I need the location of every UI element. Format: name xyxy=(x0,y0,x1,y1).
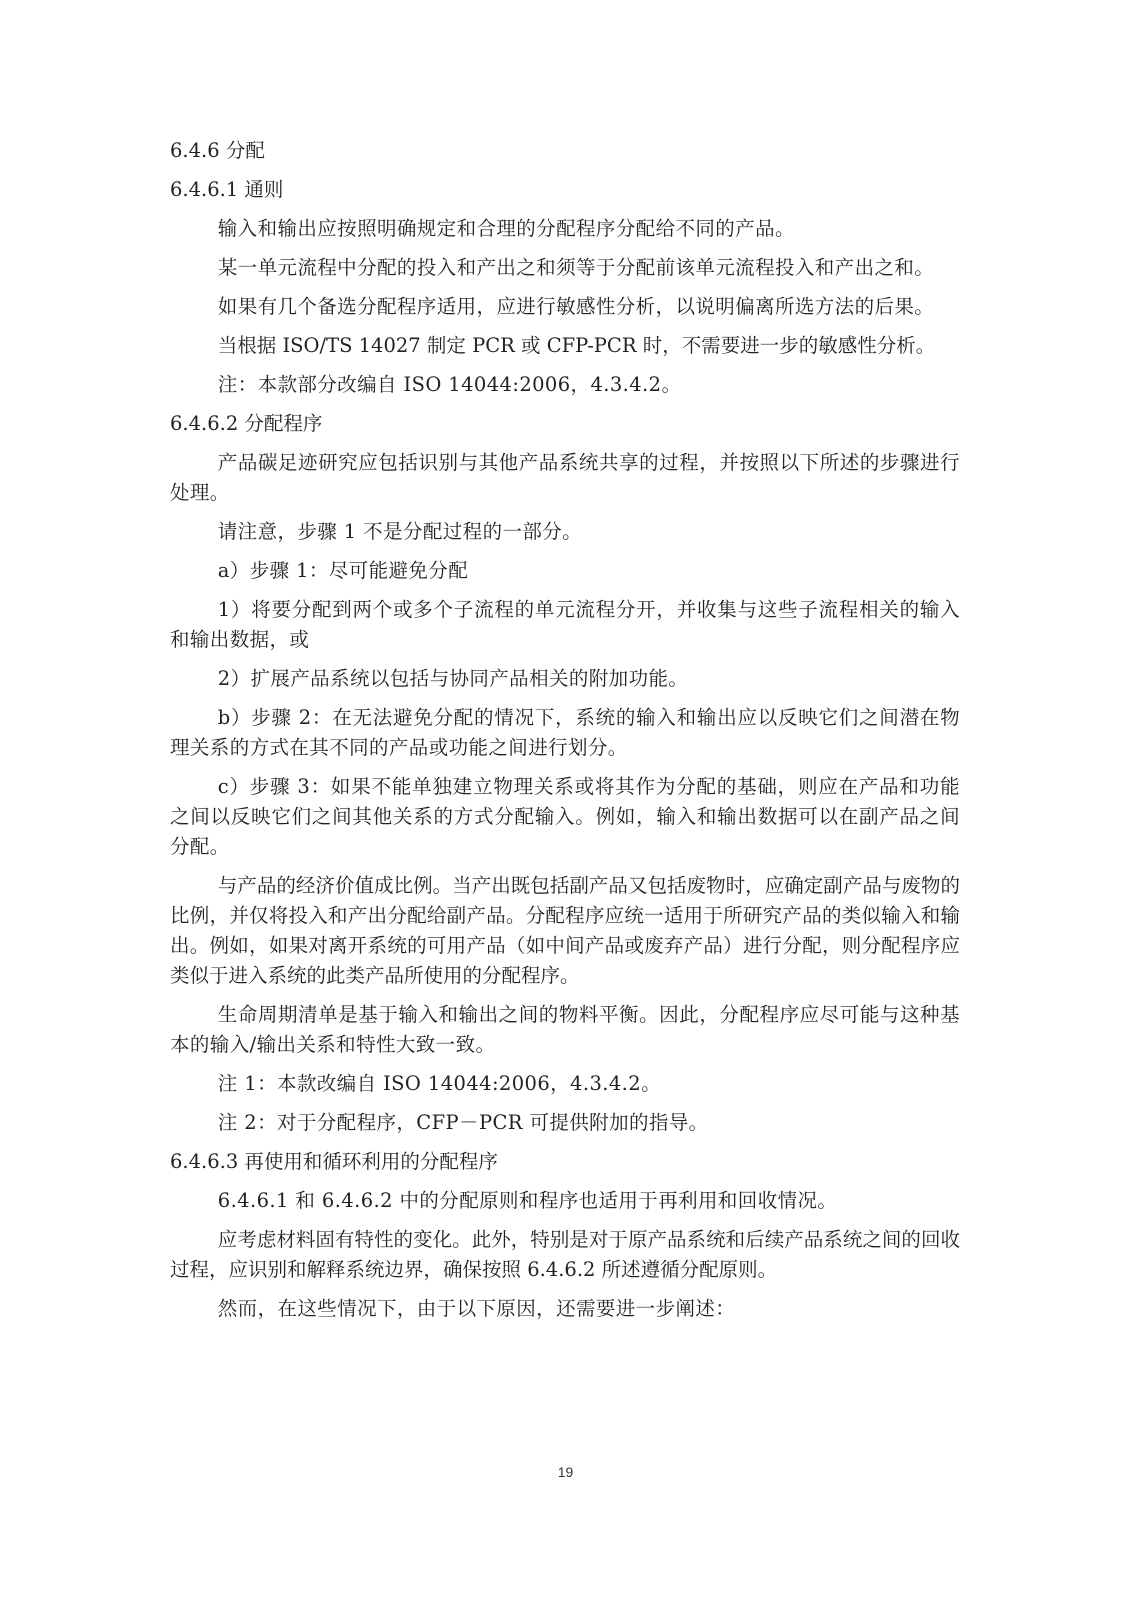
paragraph: 请注意，步骤 1 不是分配过程的一部分。 xyxy=(217,520,583,543)
document-body xyxy=(170,136,960,1333)
paragraph: 与产品的经济价值成比例。当产出既包括副产品又包括废物时，应确定副产品与废物的比例，并仅将投入和产出分配给副产品。分配程序应统一适用于所研究产品的类似输入和输出。例如，如果对离开系统的可用产品（如中间产品或废弃产品）进行分配，则分配程序应类似于进入系统的此类产品所使用的分配程序。 xyxy=(170,874,960,987)
paragraph: 然而，在这些情况下，由于以下原因，还需要进一步阐述： xyxy=(217,1297,736,1320)
section-heading-6-4-6-3: 6.4.6.3 再使用和循环利用的分配程序 xyxy=(170,1150,498,1173)
note-paragraph: 注 2：对于分配程序，CFP－PCR 可提供附加的指导。 xyxy=(217,1111,709,1134)
section-heading-6-4-6-1: 6.4.6.1 通则 xyxy=(170,178,284,201)
list-item-step-1: a）步骤 1：尽可能避免分配 xyxy=(217,559,469,582)
paragraph: 输入和输出应按照明确规定和合理的分配程序分配给不同的产品。 xyxy=(217,217,795,240)
paragraph: 当根据 ISO/TS 14027 制定 PCR 或 CFP-PCR 时，不需要进一步的敏感性分析。 xyxy=(217,334,936,357)
note-paragraph: 注 1：本款改编自 ISO 14044:2006，4.3.4.2。 xyxy=(217,1072,661,1095)
note-paragraph: 注：本款部分改编自 ISO 14044:2006，4.3.4.2。 xyxy=(217,373,682,396)
paragraph: 生命周期清单是基于输入和输出之间的物料平衡。因此，分配程序应尽可能与这种基本的输入/输出关系和特性大致一致。 xyxy=(170,1003,960,1056)
paragraph: 应考虑材料固有特性的变化。此外，特别是对于原产品系统和后续产品系统之间的回收过程，应识别和解释系统边界，确保按照 6.4.6.2 所述遵循分配原则。 xyxy=(170,1228,960,1281)
list-item-step-3: c）步骤 3：如果不能单独建立物理关系或将其作为分配的基础，则应在产品和功能之间以反映它们之间其他关系的方式分配输入。例如，输入和输出数据可以在副产品之间分配。 xyxy=(170,775,960,858)
section-heading-6-4-6-2: 6.4.6.2 分配程序 xyxy=(170,412,323,435)
paragraph: 产品碳足迹研究应包括识别与其他产品系统共享的过程，并按照以下所述的步骤进行处理。 xyxy=(170,451,960,504)
section-heading-6-4-6: 6.4.6 分配 xyxy=(170,139,265,162)
paragraph: 某一单元流程中分配的投入和产出之和须等于分配前该单元流程投入和产出之和。 xyxy=(217,256,935,279)
sub-list-item: 1）将要分配到两个或多个子流程的单元流程分开，并收集与这些子流程相关的输入和输出数据，或 xyxy=(170,598,960,651)
list-item-step-2: b）步骤 2：在无法避免分配的情况下，系统的输入和输出应以反映它们之间潜在物理关系的方式在其不同的产品或功能之间进行划分。 xyxy=(170,706,960,759)
page-number: 19 xyxy=(557,1464,574,1480)
paragraph: 如果有几个备选分配程序适用，应进行敏感性分析，以说明偏离所选方法的后果。 xyxy=(217,295,935,318)
sub-list-item: 2）扩展产品系统以包括与协同产品相关的附加功能。 xyxy=(217,667,689,690)
paragraph: 6.4.6.1 和 6.4.6.2 中的分配原则和程序也适用于再利用和回收情况。 xyxy=(217,1189,838,1212)
